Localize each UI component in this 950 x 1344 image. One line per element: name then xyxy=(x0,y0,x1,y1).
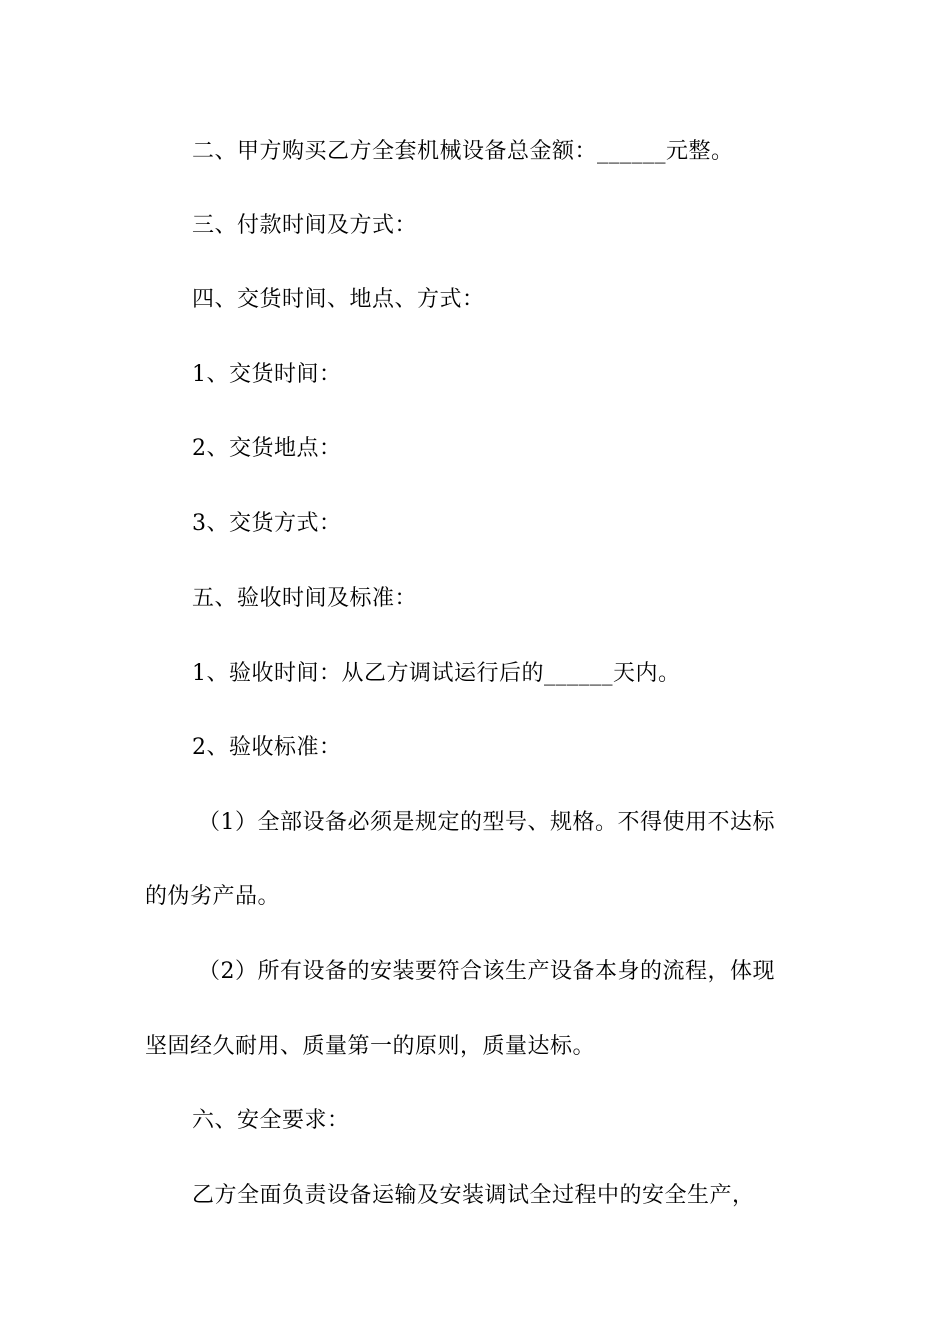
clause-3-payment: 三、付款时间及方式： xyxy=(192,213,418,238)
standard-item-2-line-2: 坚固经久耐用、质量第一的原则，质量达标。 xyxy=(145,1034,596,1059)
standard-item-1-line-1: （1）全部设备必须是规定的型号、规格。不得使用不达标 xyxy=(198,810,775,835)
clause-6-safety: 六、安全要求： xyxy=(192,1108,350,1133)
clause-5-acceptance: 五、验收时间及标准： xyxy=(192,586,418,611)
safety-paragraph-line-1: 乙方全面负责设备运输及安装调试全过程中的安全生产， xyxy=(192,1183,755,1208)
delivery-time: 1、交货时间： xyxy=(192,362,342,387)
acceptance-time: 1、验收时间：从乙方调试运行后的______天内。 xyxy=(192,661,681,686)
standard-item-1-line-2: 的伪劣产品。 xyxy=(145,884,281,909)
standard-item-2-line-1: （2）所有设备的安装要符合该生产设备本身的流程，体现 xyxy=(198,959,775,984)
acceptance-standard: 2、验收标准： xyxy=(192,735,342,760)
delivery-method: 3、交货方式： xyxy=(192,511,342,536)
clause-2-total-amount: 二、甲方购买乙方全套机械设备总金额：______元整。 xyxy=(192,139,734,164)
delivery-place: 2、交货地点： xyxy=(192,436,342,461)
clause-4-delivery: 四、交货时间、地点、方式： xyxy=(192,287,485,312)
